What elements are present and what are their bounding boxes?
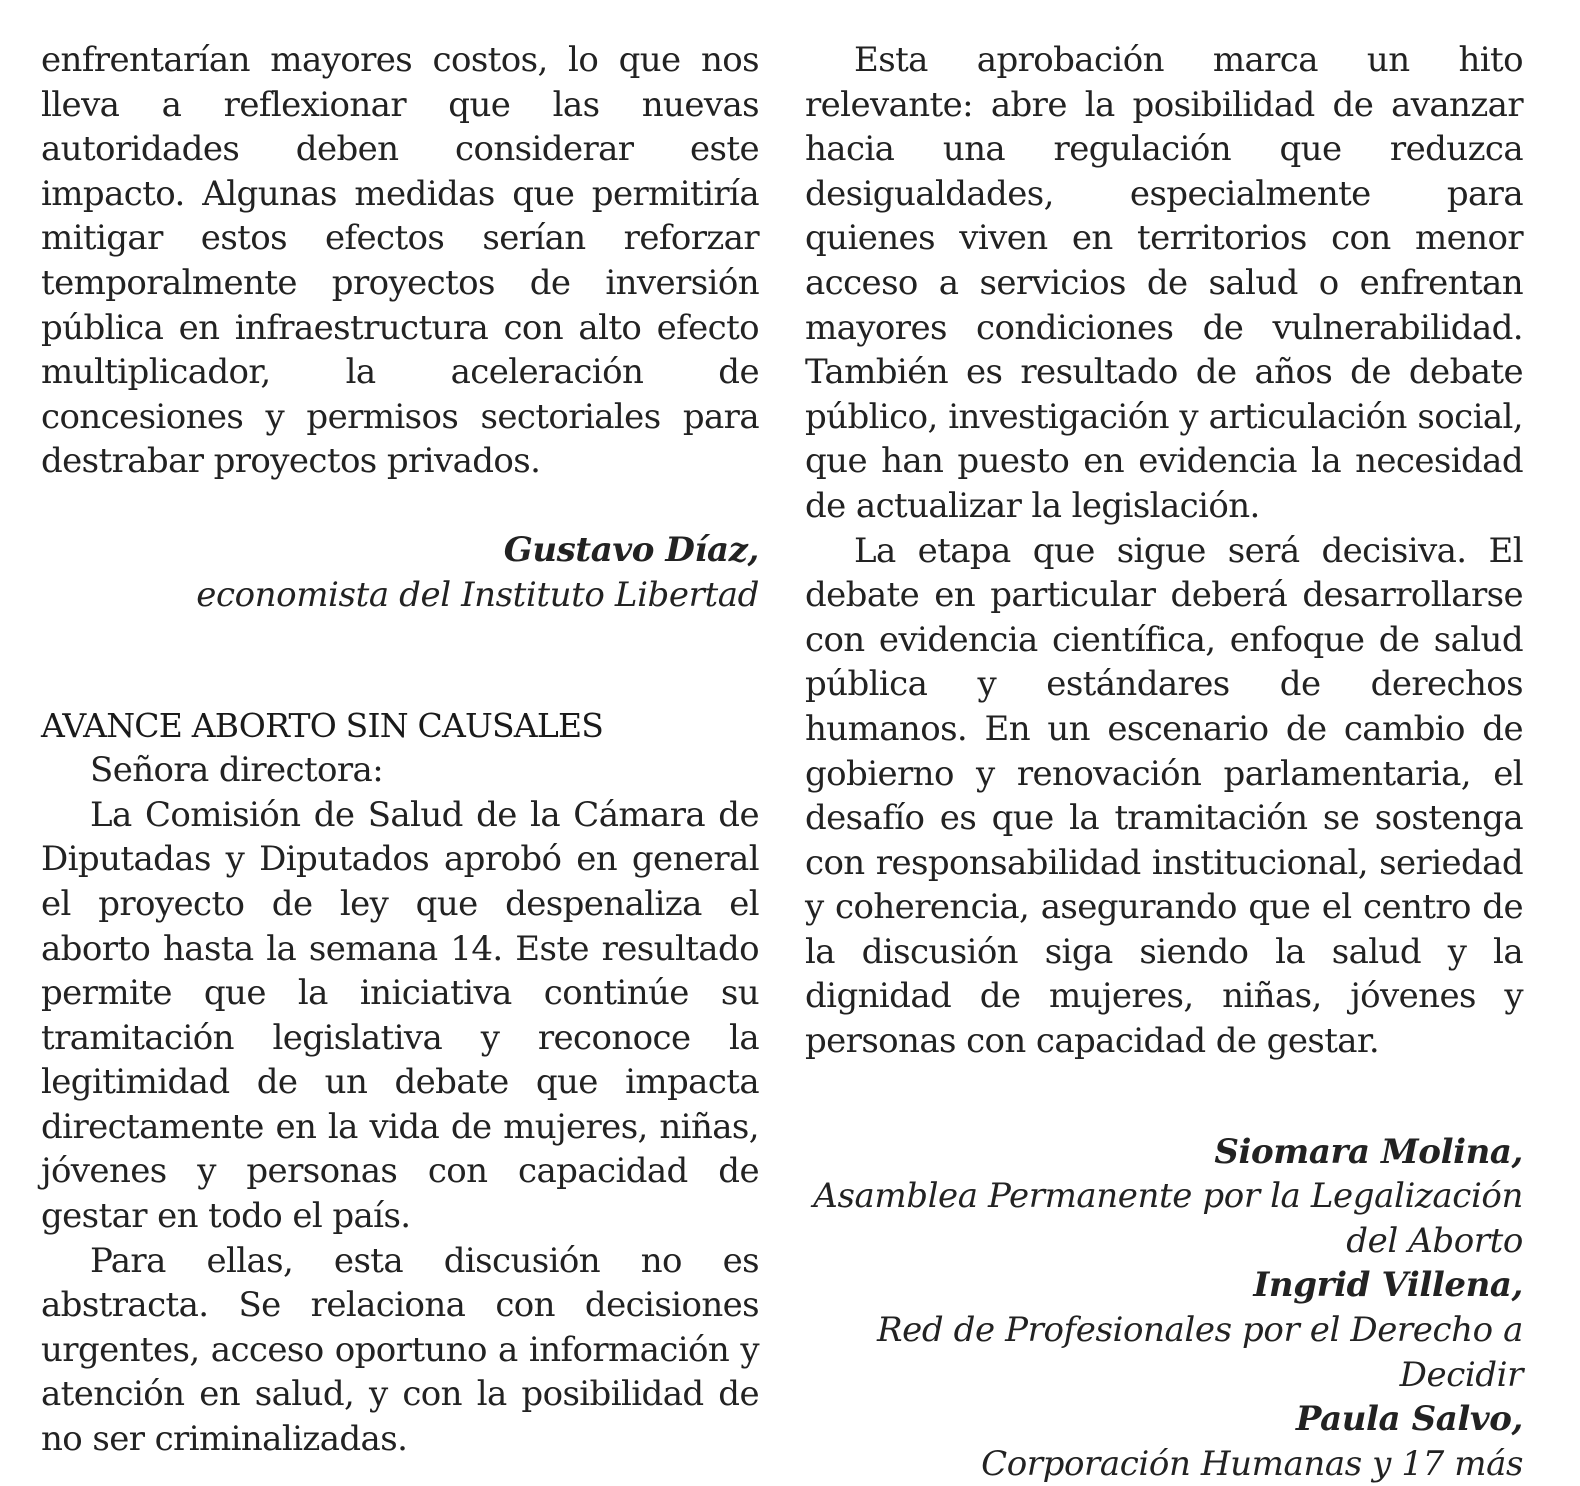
salutation: Señora directora: <box>90 750 384 791</box>
letter-paragraph: La etapa que sigue será decisiva. El debate en particular deberá desarrollarse con evidencia científica, enfoque de salud pública y estándares de derechos humanos. En un escenario de cambio de gobierno y renovación parlamentaria, el desafío es que la tramitación se sostenga con responsabilidad institucional, seriedad y coherencia, asegurando que el centro de la discusión siga siendo la salud y la dignidad de mujeres, niñas, jóvenes y personas con capacidad de gestar. <box>805 530 1523 1062</box>
letter-paragraph: Para ellas, esta discusión no es abstracta. Se relaciona con decisiones urgentes, acceso oportuno a información y atención en salud, y con la posibilidad de no ser criminalizadas. <box>41 1240 759 1460</box>
letter-paragraph: Esta aprobación marca un hito relevante: abre la posibilidad de avanzar hacia una regulación que reduzca desigualdades, especialmente para quienes viven en territorios con menor acceso a servicios de salud o enfrentan mayores condiciones de vulnerabilidad. También es resultado de años de debate público, investigación y articulación social, que han puesto en evidencia la necesidad de actualizar la legislación. <box>805 40 1523 526</box>
letter-paragraph: La Comisión de Salud de la Cámara de Diputadas y Diputados aprobó en general el proyecto de ley que despenaliza el aborto hasta la semana 14. Este resultado permite que la iniciativa continúe su tramitación legislativa y reconoce la legitimidad de un debate que impacta directamente en la vida de mujeres, niñas, jóvenes y personas con capacidad de gestar en todo el país. <box>41 794 759 1237</box>
signatory-name: Siomara Molina, <box>1214 1131 1523 1172</box>
previous-letter-signature <box>41 528 759 617</box>
letter-heading: AVANCE ABORTO SIN CAUSALES <box>41 706 604 746</box>
signatory-name: Paula Salvo, <box>1295 1399 1523 1440</box>
previous-letter-continuation: enfrentarían mayores costos, lo que nos lleva a reflexionar que las nuevas autoridades deben considerar este impacto. Algunas medidas que permitiría mitigar estos efectos serían reforzar temporalmente proyectos de inversión pública en infraestructura con alto efecto multiplicador, la aceleración de concesiones y permisos sectoriales para destrabar proyectos privados. <box>41 40 759 482</box>
signatory-organization: Corporación Humanas y 17 más <box>981 1443 1523 1484</box>
signatory-organization: Red de Profesionales por el Derecho a Decidir <box>876 1310 1523 1395</box>
signature-title: economista del Instituto Libertad <box>196 574 759 615</box>
signature-name: Gustavo Díaz, <box>503 529 759 570</box>
signatory-organization: Asamblea Permanente por la Legalización del Aborto <box>813 1176 1523 1261</box>
left-column <box>41 38 759 1462</box>
right-column <box>805 38 1523 1486</box>
signatory-name: Ingrid Villena, <box>1253 1265 1523 1306</box>
letter-signatures <box>805 1130 1523 1486</box>
